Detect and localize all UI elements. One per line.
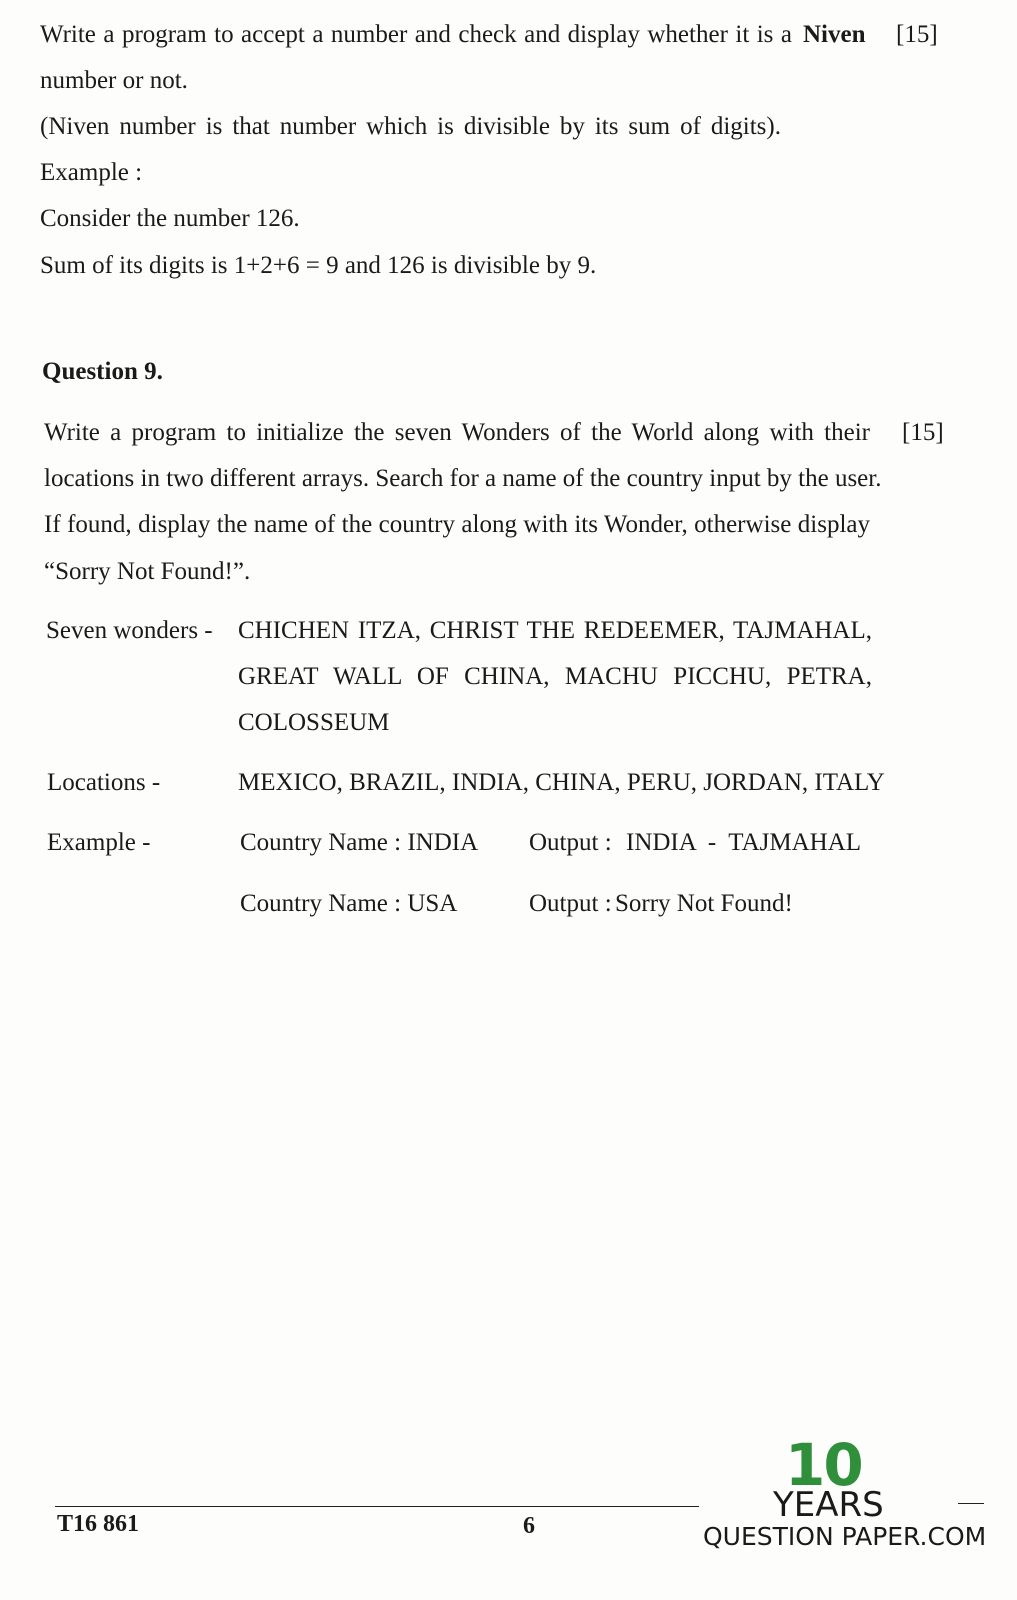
wonders-label: Seven wonders - [46,617,213,644]
q8-line6: Sum of its digits is 1+2+6 = 9 and 126 is divisible by 9. [40,252,597,279]
q8-line1-text: Write a program to accept a number and check and display whether it is a [40,21,792,48]
q8-line5: Consider the number 126. [40,205,300,232]
q8-line2: number or not. [40,67,188,94]
example-output-label-1: Output : [529,829,612,856]
q9-para-line4: “Sorry Not Found!”. [44,558,251,585]
example-label: Example - [47,829,151,856]
q8-marks: [15] [896,21,938,48]
example-output-value-1: INDIA - TAJMAHAL [626,829,862,856]
q9-para-line1: Write a program to initialize the seven Wonders of the World along with their [44,419,870,446]
locations-value: MEXICO, BRAZIL, INDIA, CHINA, PERU, JORDAN, ITALY [238,769,885,796]
example-input-2: Country Name : USA [240,890,458,917]
footer-rule [55,1506,699,1507]
logo-site: QUESTION PAPER.COM [703,1522,987,1551]
q9-heading: Question 9. [42,358,163,385]
example-output-value-2: Sorry Not Found! [615,890,793,917]
logo-number: 10 [785,1431,862,1499]
example-input-1: Country Name : INDIA [240,829,479,856]
q8-line3: (Niven number is that number which is divisible by its sum of digits). [40,113,781,140]
wonders-line1: CHICHEN ITZA, CHRIST THE REDEEMER, TAJMAHAL, [238,617,872,644]
q9-para-line2: locations in two different arrays. Search for a name of the country input by the user. [44,465,882,492]
paper-code: T16 861 [57,1511,140,1537]
page-number: 6 [523,1513,535,1539]
wonders-line3: COLOSSEUM [238,709,390,736]
q9-para-line3: If found, display the name of the country along with its Wonder, otherwise display [44,511,870,538]
niven-term: Niven [803,21,866,48]
wonders-line2: GREAT WALL OF CHINA, MACHU PICCHU, PETRA, [238,663,872,690]
logo-years: YEARS [773,1485,884,1525]
locations-label: Locations - [47,769,161,796]
q8-line4: Example : [40,159,143,186]
q9-marks: [15] [902,419,944,446]
example-output-label-2: Output : [529,890,612,917]
footer-rule-right [958,1503,984,1504]
